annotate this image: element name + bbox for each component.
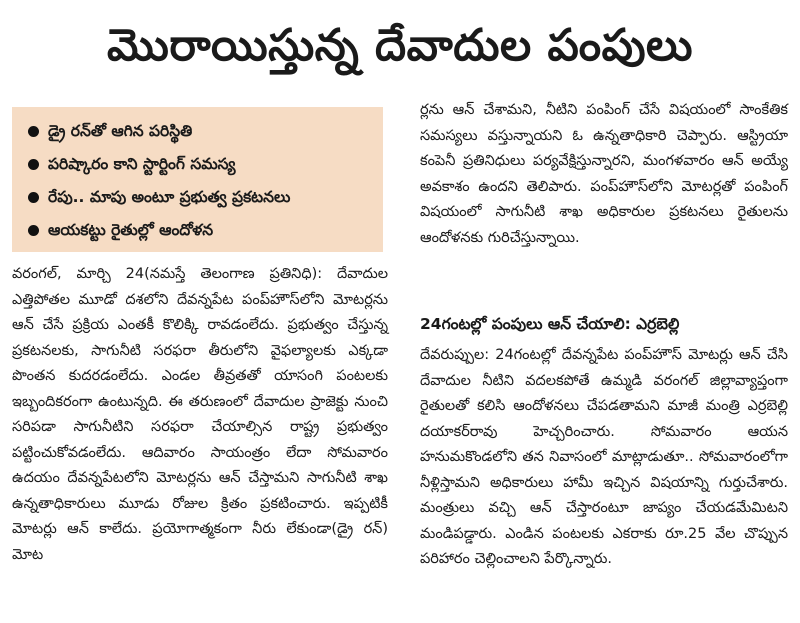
article-column-right-bottom <box>420 343 788 573</box>
highlight-item <box>22 214 375 247</box>
bullet-icon <box>28 126 39 137</box>
bullet-icon <box>28 192 39 203</box>
article-paragraph: దేవరుప్పుల: 24గంటల్లో దేవన్నపేట పంప్‌హౌస్ మోటర్లు ఆన్ చేసి దేవాదుల నీటిని వదలకపోతే ఉమ్మడి వరంగల్ జిల్లావ్యాప్తంగా రైతులతో కలిసి ఆందోళనలు చేపడతామని మాజీ మంత్రి ఎర్రబెల్లి దయాకర్‌రావు హెచ్చరించారు. సోమవారం ఆయన హనుమకొండలోని తన నివాసంలో మాట్లాడుతూ.. సోమవారంలోగా నీళ్లిస్తామని అధికారులు హామీ ఇచ్చిన విషయాన్ని గుర్తుచేశారు. మంత్రులు వచ్చి ఆన్ చేస్తారంటూ జాప్యం చేయడమేమిటని మండిపడ్డారు. ఎండిన పంటలకు ఎకరాకు రూ.25 వేల చొప్పున పరిహారం చెల్లించాలని పేర్కొన్నారు. <box>420 347 788 567</box>
highlight-text: ఆయకట్టు రైతుల్లో ఆందోళన <box>48 221 214 239</box>
headline: మొరాయిస్తున్న దేవాదుల పంపులు <box>107 20 693 71</box>
highlight-item <box>22 148 375 181</box>
article-column-left <box>12 262 388 568</box>
article-column-right-top <box>420 98 788 251</box>
highlight-item <box>22 181 375 214</box>
highlight-text: రేపు.. మాపు అంటూ ప్రభుత్వ ప్రకటనలు <box>48 188 291 206</box>
highlight-text: పరిష్కారం కాని స్టార్టింగ్ సమస్య <box>48 155 236 173</box>
article-paragraph: ర్లను ఆన్ చేశామని, నీటిని పంపింగ్ చేసే విషయంలో సాంకేతిక సమస్యలు వస్తున్నాయని ఓ ఉన్నతాధికారి చెప్పారు. ఆస్ట్రియా కంపెనీ ప్రతినిధులు పర్యవేక్షిస్తున్నారని, మంగళవారం ఆన్ అయ్యే అవకాశం ఉందని తెలిపారు. పంప్‌హౌస్‌లోని మోటర్లతో పంపింగ్ విషయంలో సాగునీటి శాఖ అధికారుల ప్రకటనలు రైతులను ఆందోళనకు గురిచేస్తున్నాయి. <box>420 102 788 246</box>
bullet-icon <box>28 159 39 170</box>
highlights-box <box>12 107 383 252</box>
subheading: 24గంటల్లో పంపులు ఆన్ చేయాలి: ఎర్రబెల్లి <box>420 315 680 333</box>
article-paragraph: వరంగల్, మార్చి 24(నమస్తే తెలంగాణ ప్రతినిధి): దేవాదుల ఎత్తిపోతల మూడో దశలోని దేవన్నపేట పంప్‌హౌస్‌లోని మోటర్లను ఆన్ చేసే ప్రక్రియ ఎంతకీ కొలిక్కి రావడంలేదు. ప్రభుత్వం చేస్తున్న ప్రకటనలకు, సాగునీటి సరఫరా తీరులోని వైఫల్యాలకు ఎక్కడా పొంతన కుదరడంలేదు. ఎండల తీవ్రతతో యాసంగి పంటలకు ఇబ్బందికరంగా ఉంటున్నది. ఈ తరుణంలో దేవాదుల ప్రాజెక్టు నుంచి సరిపడా సాగునీటిని సరఫరా చేయాల్సిన రాష్ట్ర ప్రభుత్వం పట్టించుకోవడంలేదు. ఆదివారం సాయంత్రం లేదా సోమవారం ఉదయం దేవన్నపేటలోని మోటర్లను ఆన్ చేస్తామని సాగునీటి శాఖ ఉన్నతాధికారులు మూడు రోజుల క్రితం ప్రకటించారు. ఇప్పటికీ మోటర్లు ఆన్ కాలేదు. ప్రయోగాత్మకంగా నీరు లేకుండా(డ్రై రన్) మోట <box>12 266 388 563</box>
bullet-icon <box>28 225 39 236</box>
highlight-text: డ్రై రన్‌తో ఆగిన పరిస్థితి <box>48 122 193 140</box>
highlight-item <box>22 115 375 148</box>
